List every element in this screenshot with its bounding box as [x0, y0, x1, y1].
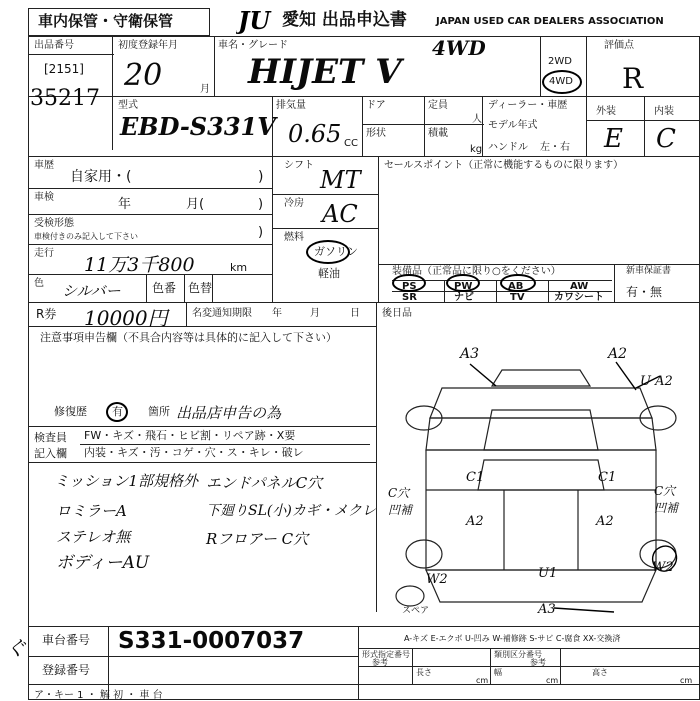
- repair-history-label: 修復歴: [54, 405, 87, 418]
- diag-mark-a2-top: A2: [608, 346, 628, 362]
- fuel-gasoline: ガソリン: [314, 245, 358, 258]
- mileage-label: 走行: [34, 248, 54, 259]
- note-right-1: エンドパネルC穴: [206, 474, 323, 492]
- equip-leather: カワシート: [554, 292, 604, 303]
- equip-ab-circle: [500, 274, 536, 292]
- note-left-1: ミッション1部規格外: [54, 472, 198, 490]
- diag-mark-w2-left: W2: [426, 572, 448, 587]
- rating-value: R: [622, 62, 644, 95]
- repair-place-label: 箇所: [148, 405, 170, 418]
- sales-point-label: セールスポイント（正常に機能するものに限ります）: [384, 160, 624, 171]
- door-label: ドア: [366, 100, 386, 111]
- displacement-value: 0.65: [288, 120, 342, 148]
- margin-mark: ぐ: [6, 636, 26, 660]
- equip-navi: ナビ: [454, 292, 474, 303]
- category-label: 類別区分番号: [494, 650, 542, 659]
- equip-ab: AB: [508, 281, 524, 292]
- assoc-en: JAPAN USED CAR DEALERS ASSOCIATION: [436, 16, 664, 27]
- diag-mark-a3-top: A3: [460, 346, 480, 362]
- fw-defects-line: FW・キズ・飛石・ヒビ割・リペア跡・X要: [84, 429, 296, 442]
- model-code: EBD-S331V: [120, 112, 276, 141]
- history-label: 車歴: [34, 160, 54, 171]
- mileage-unit: km: [230, 261, 248, 274]
- repair-yes: 有: [112, 405, 123, 418]
- reception-label: 受検形態: [34, 218, 74, 229]
- mileage-value: 11万3千800: [84, 254, 195, 276]
- lot-no-label: 出品番号: [34, 40, 74, 51]
- diag-mark-a3-bottom: A3: [538, 602, 556, 617]
- new-warranty-label: 新車保証書: [626, 266, 672, 276]
- name-change-year: 年: [272, 308, 282, 319]
- first-reg-label: 初度登録年月: [118, 40, 178, 51]
- reg-no-label: 登録番号: [42, 663, 91, 677]
- cc-unit: CC: [344, 138, 358, 149]
- twowd-label: 2WD: [548, 56, 572, 67]
- equip-sr: SR: [402, 292, 417, 303]
- diag-mark-a2-right: A2: [596, 514, 614, 529]
- note-left-3: ステレオ無: [56, 528, 131, 546]
- equip-ps: PS: [402, 281, 417, 292]
- length-label: 長さ: [416, 668, 432, 677]
- fuel-label: 燃料: [284, 232, 304, 243]
- exterior-score: E: [604, 124, 623, 154]
- color-change-label: 色替: [188, 281, 213, 295]
- model-year-label: モデル年式: [488, 120, 538, 131]
- repair-place-note: 出品店申告の為: [176, 404, 282, 422]
- color-no-label: 色番: [152, 281, 177, 295]
- lot-number: 35217: [30, 86, 100, 111]
- height-label: 高さ: [592, 668, 608, 677]
- rating-label: 評価点: [604, 40, 634, 51]
- equip-tv: TV: [510, 292, 525, 303]
- damage-legend: A-キズ E-エクボ U-凹み W-補修跡 S-サビ C-腐食 XX-交換済: [404, 634, 621, 643]
- chassis-no-label: 車台番号: [42, 633, 91, 647]
- note-right-2: 下廻りSL(小)カギ・メクレ: [206, 503, 376, 519]
- fuel-gasoline-circle: [306, 240, 350, 264]
- storage-label: 車内保管・守衛保管: [38, 12, 174, 30]
- displacement-label: 排気量: [276, 100, 306, 111]
- shape-label: 形状: [366, 128, 386, 139]
- aircon-label: 冷房: [284, 198, 304, 209]
- exterior-label: 外装: [596, 106, 616, 117]
- ref-label-1: 参考: [372, 658, 388, 667]
- name-change-label: 名変通知期限: [192, 308, 252, 319]
- entry-label: 記入欄: [34, 447, 67, 460]
- note-left-2: ロミラーA: [56, 502, 127, 520]
- inspection-month: 月(: [186, 197, 205, 212]
- dealer-label: ディーラー・車歴: [488, 100, 568, 111]
- equip-pw: PW: [454, 281, 473, 292]
- inspector-label: 検査員: [34, 431, 67, 444]
- lot-bracket: [2151]: [44, 62, 84, 76]
- aircon-value: AC: [322, 200, 358, 228]
- history-value: 自家用・(: [70, 169, 132, 185]
- diag-mark-u1: U1: [538, 566, 558, 581]
- kg-unit: kg: [470, 144, 483, 155]
- bottom-row-text: ア・キー 1 ・ 解 初 ・ 車 台: [34, 690, 163, 701]
- handle-options: 左・右: [540, 142, 570, 153]
- ref-label-2: 参考: [530, 658, 546, 667]
- color-value: シルバー: [62, 282, 121, 300]
- diag-mark-ua2: U A2: [640, 374, 673, 389]
- capacity-label: 定員: [428, 100, 448, 111]
- length-cm: cm: [476, 676, 489, 685]
- shape-number-label: 形式指定番号: [362, 650, 410, 659]
- car-name-label: 車名・グレード: [218, 40, 288, 51]
- org-title: 愛知 出品申込書: [282, 10, 407, 30]
- inspection-year: 年: [118, 197, 132, 212]
- width-label: 幅: [494, 668, 502, 677]
- equipment-title: 装備品（正常品に限り○をください）: [392, 266, 561, 277]
- rear-seat-label: 後日品: [382, 308, 412, 319]
- shift-value: MT: [320, 166, 361, 194]
- equip-pw-circle: [446, 274, 480, 292]
- note-left-4: ボディーAU: [56, 553, 150, 573]
- notes-title: 注意事項申告欄（不具合内容等は具体的に記入して下さい）: [40, 331, 337, 344]
- car-name: HIJET V: [248, 52, 402, 92]
- reception-note: 車検付きのみ記入して下さい: [34, 232, 138, 241]
- interior-defects-line: 内装・キズ・汚・コゲ・穴・ス・キレ・破レ: [84, 446, 304, 459]
- capacity-unit: 人: [472, 114, 482, 125]
- reception-close: ): [258, 225, 264, 240]
- note-right-3: Rフロアー C穴: [206, 530, 309, 548]
- diag-mark-c-hole-right: C穴 凹補: [654, 484, 679, 515]
- spare-label: スペア: [402, 606, 430, 616]
- r-ticket-label: R券: [36, 307, 57, 321]
- model-code-label: 型式: [118, 100, 138, 111]
- diag-mark-c1-right: C1: [598, 470, 617, 485]
- ju-logo: [236, 6, 282, 34]
- inspection-close: ): [258, 197, 264, 212]
- first-reg-month-unit: 月: [200, 84, 210, 95]
- fourwd-circled-label: 4WD: [549, 76, 573, 87]
- diag-mark-c1-left: C1: [466, 470, 485, 485]
- name-change-month: 月: [310, 308, 320, 319]
- color-label: 色: [34, 278, 44, 289]
- history-close: ): [258, 169, 264, 185]
- shift-label: シフト: [284, 160, 314, 171]
- repair-yes-circle: [106, 402, 128, 422]
- diag-mark-a2-left: A2: [466, 514, 484, 529]
- fuel-diesel: 軽油: [318, 267, 340, 280]
- equip-aw: AW: [570, 281, 589, 292]
- name-change-day: 日: [350, 308, 360, 319]
- height-cm: cm: [680, 676, 693, 685]
- ju-logo-text: JU: [238, 6, 271, 34]
- width-cm: cm: [546, 676, 559, 685]
- interior-score: C: [656, 124, 676, 154]
- load-label: 積載: [428, 128, 448, 139]
- handle-label: ハンドル: [488, 142, 528, 153]
- diag-mark-c-hole-left: C穴 凹補: [388, 486, 413, 517]
- r-ticket-value: 10000円: [84, 306, 168, 330]
- chassis-no-value: S331-0007037: [118, 628, 305, 654]
- interior-label: 内装: [654, 106, 674, 117]
- first-reg-year: 20: [124, 58, 163, 93]
- equip-ps-circle: [392, 274, 426, 292]
- warranty-options: 有・無: [626, 285, 663, 299]
- diag-mark-w2-right: W2: [652, 560, 674, 575]
- drive-type: 4WD: [432, 36, 486, 60]
- inspection-label: 車検: [34, 192, 54, 203]
- fourwd-circle-mark: [542, 70, 582, 94]
- ju-logo-icon: [236, 6, 282, 34]
